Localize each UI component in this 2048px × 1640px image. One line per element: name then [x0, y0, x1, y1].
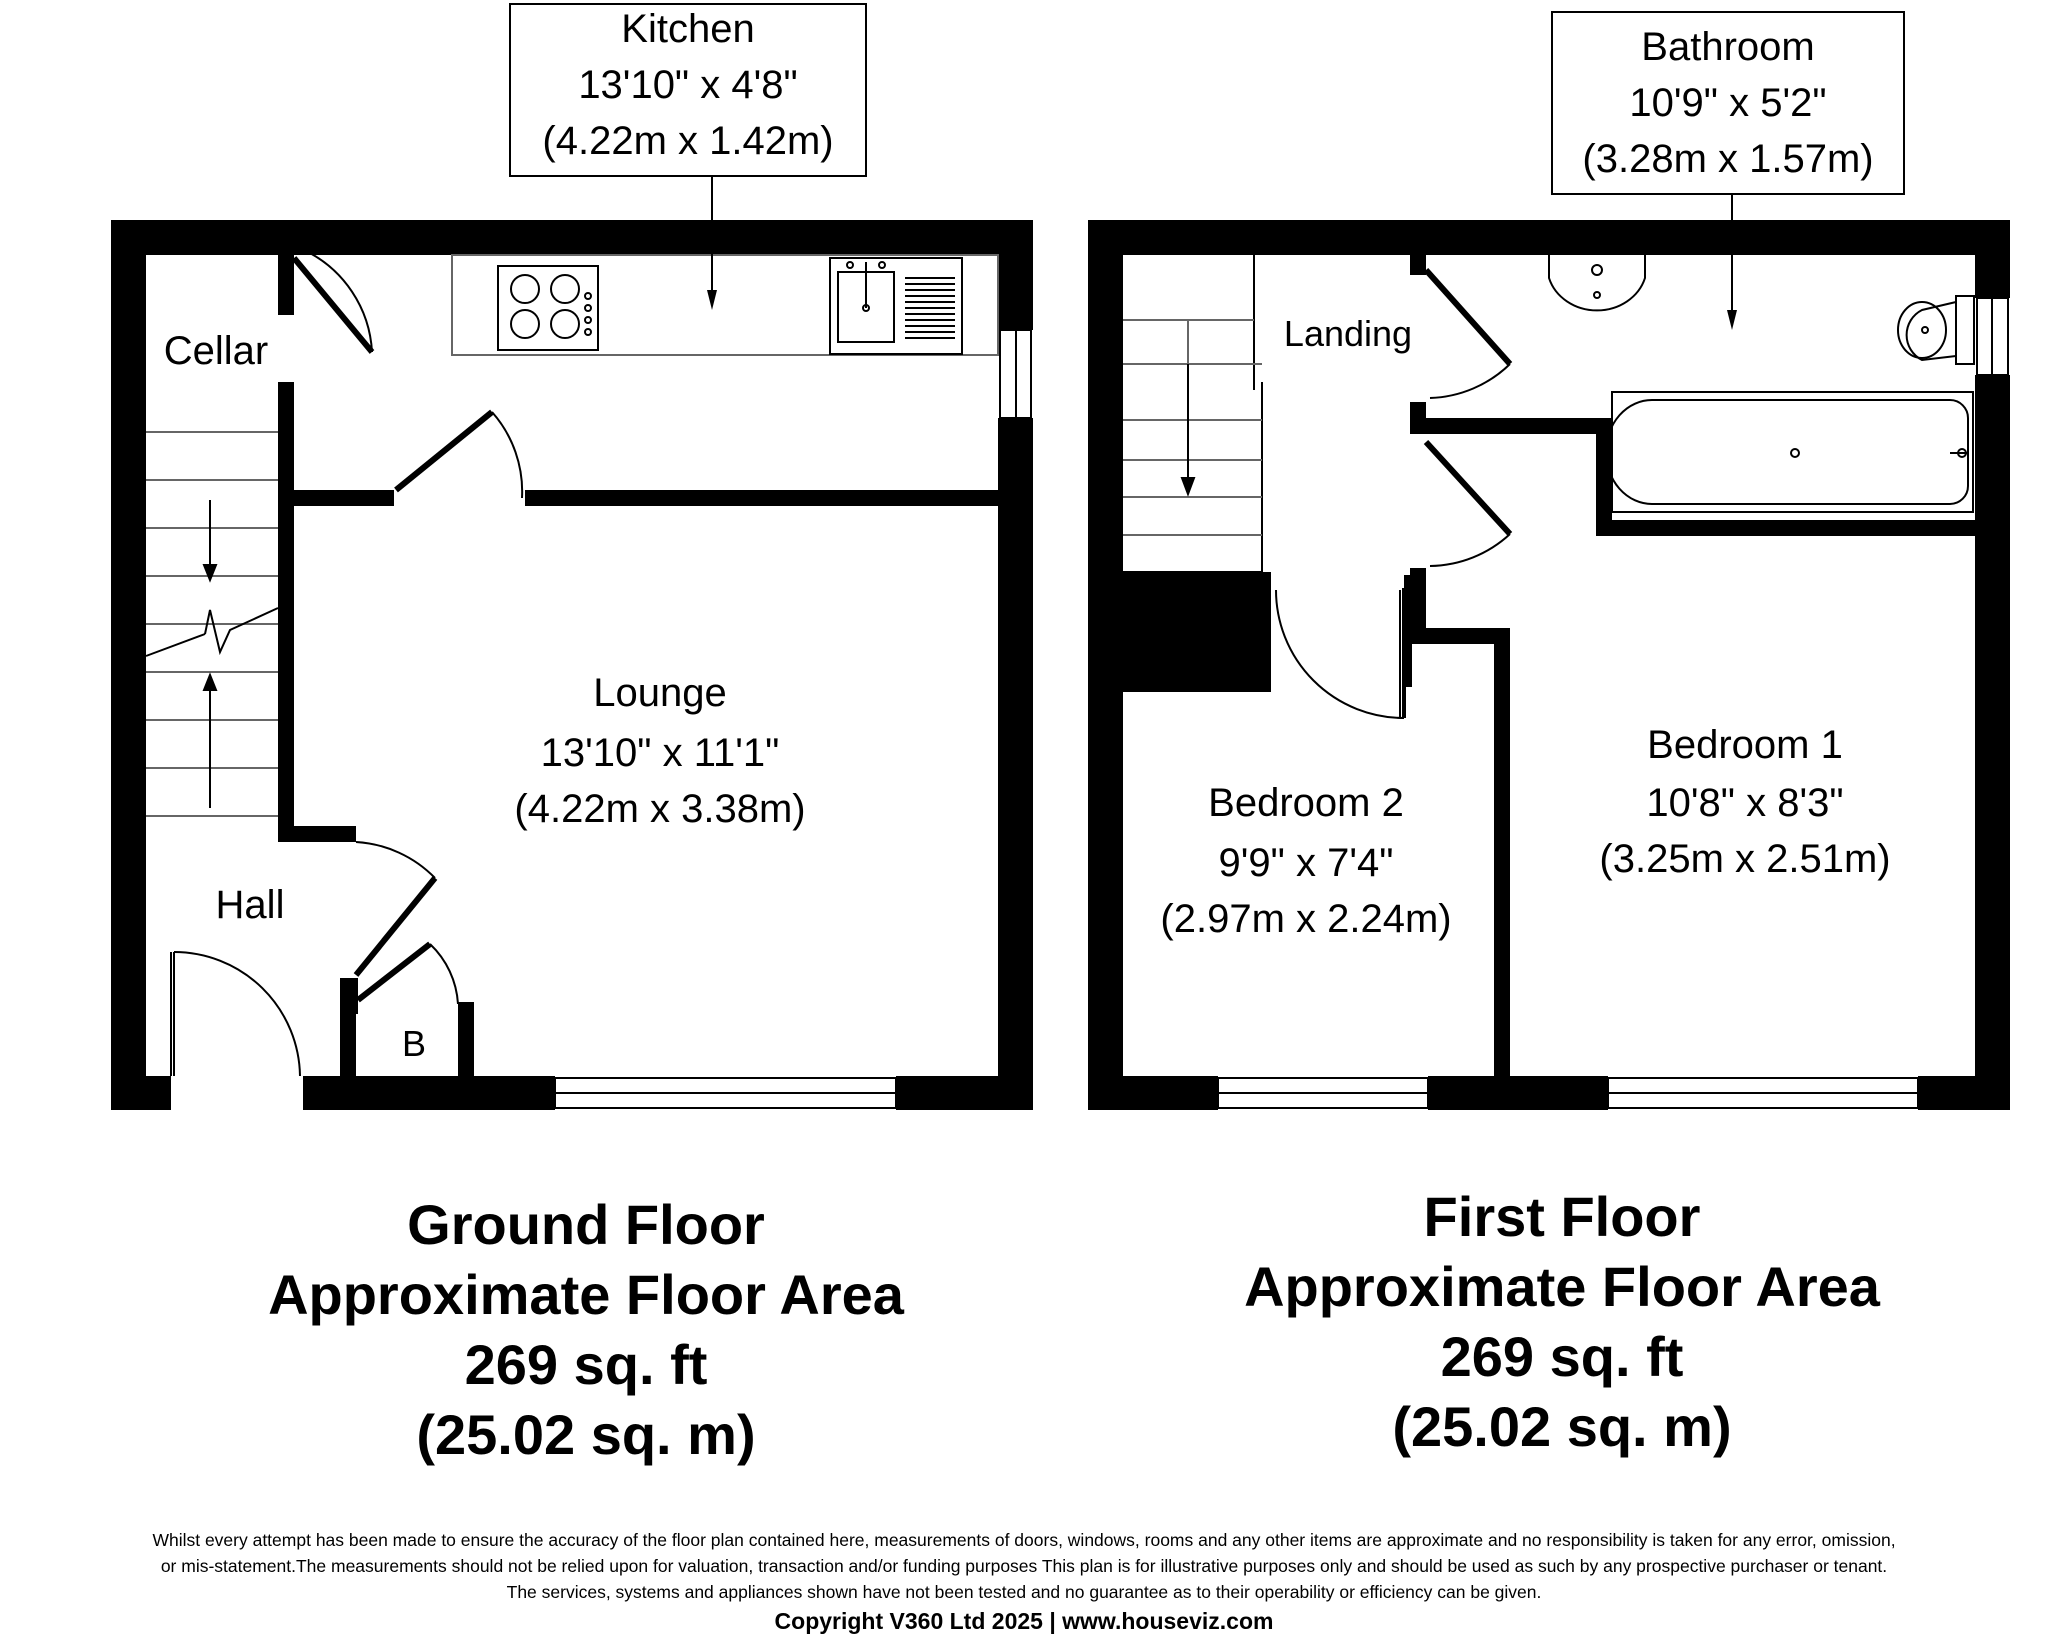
hall-label: Hall [215, 883, 285, 927]
lounge-name: Lounge [593, 671, 727, 715]
kitchen-metric: (4.22m x 1.42m) [542, 119, 834, 163]
lounge-window [555, 1078, 896, 1108]
kitchen-name: Kitchen [621, 7, 755, 51]
cupboard-label: B [401, 1023, 427, 1064]
bathroom-label-box [1552, 12, 1904, 330]
first-floor-summary [1112, 1182, 2012, 1462]
kitchen-imperial: 13'10" x 4'8" [578, 63, 798, 107]
bedroom2-door [1276, 588, 1404, 718]
disclaimer [0, 1527, 2048, 1605]
first-floor-interior-walls [1123, 255, 1975, 1076]
kitchen-window [1000, 330, 1031, 418]
first-floor-area-imperial: 269 sq. ft [1440, 1325, 1684, 1388]
disclaimer-line-3: The services, systems and appliances shown have not been tested and no guarantee as to their operability or efficiency can be given. [506, 1582, 1542, 1602]
first-floor-plan [1088, 220, 2010, 1110]
ground-floor-interior-walls [278, 255, 1015, 1078]
kitchen-sink-icon [830, 258, 962, 354]
lounge-imperial: 13'10" x 11'1" [540, 731, 780, 775]
bedroom1-metric: (3.25m x 2.51m) [1599, 837, 1891, 881]
first-floor-area-metric: (25.02 sq. m) [1392, 1395, 1732, 1458]
hob-icon [498, 266, 598, 350]
lounge-metric: (4.22m x 3.38m) [514, 787, 806, 831]
first-floor-area-label: Approximate Floor Area [1244, 1255, 1880, 1318]
wash-basin-icon [1549, 255, 1645, 310]
kitchen-label-box [510, 4, 866, 310]
landing-label: Landing [1283, 313, 1413, 354]
bedroom2-imperial: 9'9" x 7'4" [1218, 841, 1394, 885]
bedroom2-name: Bedroom 2 [1208, 781, 1404, 825]
toilet-icon [1898, 296, 1974, 364]
ground-floor-staircase [146, 432, 278, 816]
bedroom1-imperial: 10'8" x 8'3" [1646, 781, 1844, 825]
bathroom-metric: (3.28m x 1.57m) [1582, 137, 1874, 181]
disclaimer-line-1: Whilst every attempt has been made to ensure the accuracy of the floor plan contained here, measurements of doors, windows, rooms and any other items are approximate and no responsibility is taken for any error, omission, [152, 1530, 1896, 1550]
first-floor-name: First Floor [1423, 1185, 1701, 1248]
bathroom-door [1426, 270, 1510, 398]
ground-floor-name: Ground Floor [407, 1193, 765, 1256]
bathroom-imperial: 10'9" x 5'2" [1629, 81, 1827, 125]
first-floor-staircase [1123, 320, 1262, 535]
bathroom-name: Bathroom [1641, 25, 1815, 69]
bedroom2-metric: (2.97m x 2.24m) [1160, 897, 1452, 941]
ground-floor-area-label: Approximate Floor Area [268, 1263, 904, 1326]
ground-floor-summary [136, 1190, 1036, 1470]
hall-lounge-door [356, 842, 435, 975]
bath-icon [1606, 392, 1973, 512]
upstairs-arrow [1182, 364, 1194, 494]
bedroom1-name: Bedroom 1 [1647, 723, 1843, 767]
ground-floor-area-imperial: 269 sq. ft [464, 1333, 708, 1396]
kitchen-lounge-door [396, 412, 522, 498]
bedroom1-window [1608, 1078, 1918, 1108]
copyright: Copyright V360 Ltd 2025 | www.houseviz.com [774, 1608, 1274, 1634]
cellar-label: Cellar [163, 329, 269, 373]
bedroom1-door [1426, 442, 1510, 566]
cellar-door [294, 250, 372, 352]
ground-floor-area-metric: (25.02 sq. m) [416, 1403, 756, 1466]
front-door [171, 952, 300, 1076]
disclaimer-line-2: or mis-statement.The measurements should not be relied upon for valuation, transaction and/or funding purposes This plan is for illustrative purposes only and should be used as such by any prospective purchaser or tenant. [160, 1556, 1888, 1576]
kitchen-worktop [452, 255, 998, 355]
bedroom2-window [1218, 1078, 1428, 1108]
stair-arrows [204, 500, 216, 808]
bathroom-window [1977, 298, 2008, 375]
